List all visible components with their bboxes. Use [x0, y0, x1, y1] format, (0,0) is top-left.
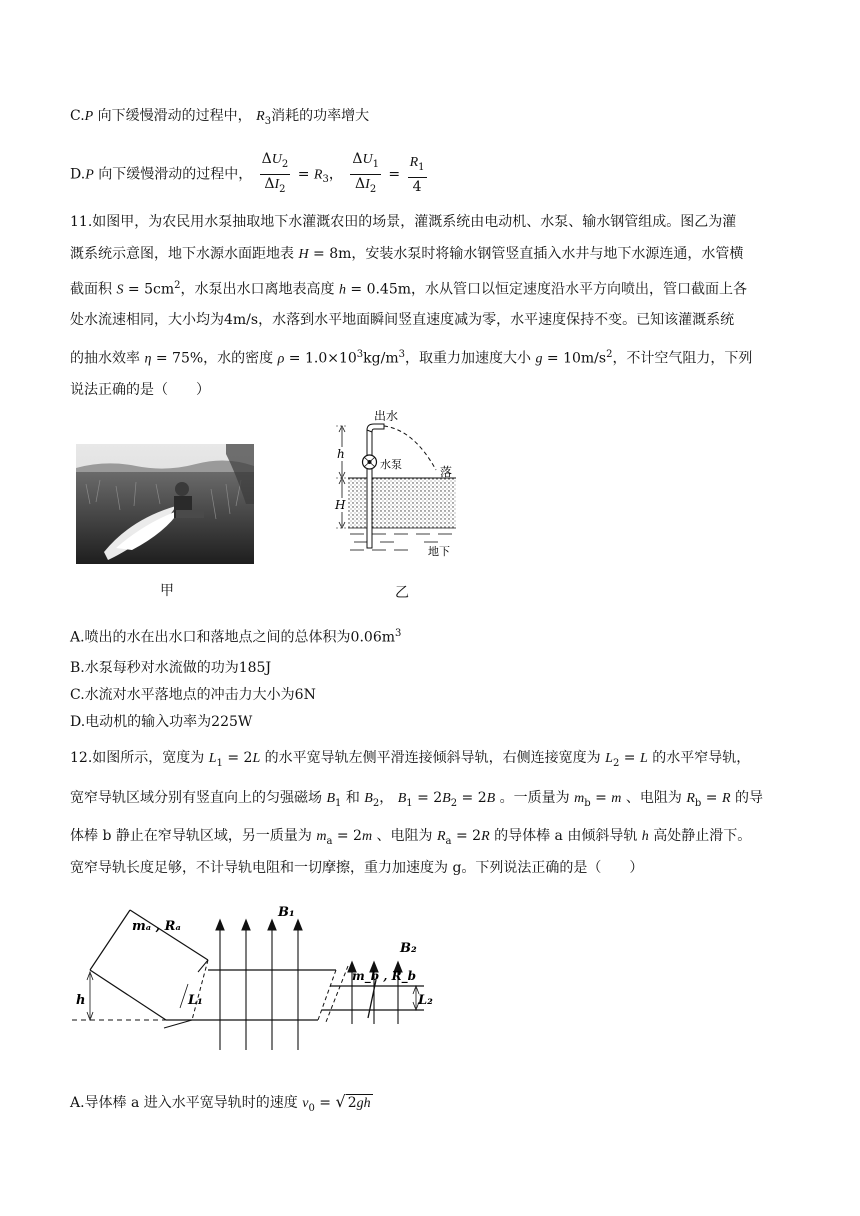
- q11-line-4: 处水流速相同，大小均为4m/s，水落到水平地面瞬间竖直速度减为零，水平速度保持不变。已知该灌溉系统: [70, 312, 735, 328]
- label-h: h: [337, 447, 345, 461]
- label-fall: 落: [440, 465, 453, 479]
- q12-line-2: 宽窄导轨区域分别有竖直向上的匀强磁场 $B_1$ 和 $B_2$， $B_1 = 2B_2 = 2B$ 。一质量为 $m_b = m$ 、电阻为 $R_b = R$ 的导: [70, 790, 763, 809]
- label-out-water: 出水: [374, 410, 399, 423]
- photo-farmer-pump: [76, 444, 254, 564]
- q11-line-6: 说法正确的是（ ）: [70, 382, 210, 398]
- q11-line-3: 截面积 $S = 5cm^2$，水泵出水口离地表高度 h = 0.45m，水从管口以恒定速度沿水平方向喷出，管口截面上各: [70, 280, 748, 298]
- q11-line-5: 的抽水效率 η = 75%，水的密度 $\rho = 1.0\times 10^3kg/m^3$，取重力加速度大小 $g = 10m/s^2$，不计空气阻力，下列: [70, 349, 753, 367]
- option-c-q10: C.P 向下缓慢滑动的过程中， $R_3$消耗的功率增大: [70, 108, 370, 127]
- label-mb-rb: m_b , R_b: [352, 969, 416, 983]
- q11-line-2: 溉系统示意图，地下水源水面距地表 H = 8m，安装水泵时将输水钢管竖直插入水井与地下水源连通，水管横: [70, 246, 744, 262]
- option-a-q12: A.导体棒 a 进入水平宽导轨时的速度 $v_0$ = √ 2gh: [70, 1092, 371, 1114]
- pump-diagram: [324, 410, 474, 560]
- option-c-q11: C.水流对水平落地点的冲击力大小为6N: [70, 687, 316, 703]
- q12-line-1: 12.如图所示，宽度为 $L_1 = 2L$ 的水平宽导轨左侧平滑连接倾斜导轨，右侧连接宽度为 $L_2 = L$ 的水平窄导轨，: [70, 750, 751, 769]
- label-rail-h: h: [76, 993, 86, 1008]
- option-b-q11: B.水泵每秒对水流做的功为185J: [70, 660, 272, 676]
- q11-line-1: 11.如图甲，为农民用水泵抽取地下水灌溉农田的场景，灌溉系统由电动机、水泵、输水钢管组成。图乙为灌: [70, 214, 737, 230]
- label-H: H: [335, 498, 346, 512]
- caption-yi: 乙: [395, 585, 409, 601]
- label-B2: B₂: [400, 941, 417, 956]
- label-underground: 地下: [428, 545, 450, 558]
- caption-jia: 甲: [160, 583, 174, 599]
- label-B1: B₁: [278, 905, 295, 920]
- rail-diagram: [68, 900, 448, 1060]
- label-L1: L₁: [188, 993, 203, 1008]
- option-d-q11: D.电动机的输入功率为225W: [70, 714, 253, 730]
- label-pump: 水泵: [380, 458, 402, 471]
- option-d-q10: D.P 向下缓慢滑动的过程中， $\frac{\Delta U_2}{\Delta I_2}$ = $R_3$， $\frac{\Delta U_1}{\Delta I_2}$ = $\frac{R_1}{4}$: [70, 151, 425, 195]
- q12-line-3: 体棒 b 静止在窄导轨区域，另一质量为 $m_a = 2m$ 、电阻为 $R_a = 2R$ 的导体棒 a 由倾斜导轨 h 高处静止滑下。: [70, 828, 752, 847]
- q12-line-4: 宽窄导轨长度足够，不计导轨电阻和一切摩擦，重力加速度为 g。下列说法正确的是（ ）: [70, 860, 644, 876]
- option-a-q11: A.喷出的水在出水口和落地点之间的总体积为$0.06m^3$: [70, 628, 402, 646]
- label-L2: L₂: [418, 993, 433, 1008]
- label-ma-ra: mₐ , Rₐ: [132, 919, 181, 934]
